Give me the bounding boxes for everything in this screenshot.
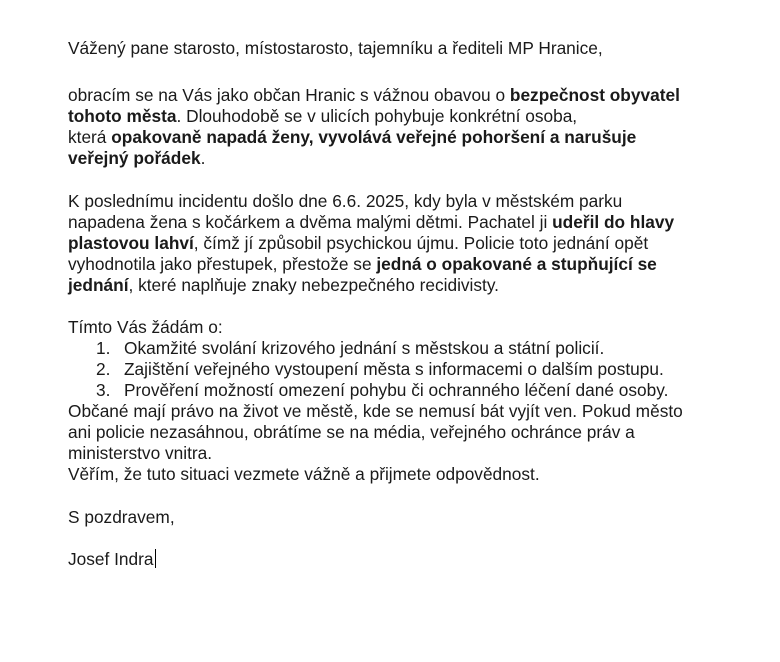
paragraph-2-text: , čímž jí způsobil psychickou újmu. Policie toto jednání opět	[193, 233, 649, 253]
paragraph-2-bold: udeřil do hlavy	[552, 212, 675, 232]
request-item-number: 1.	[96, 338, 111, 358]
signature-line	[68, 549, 156, 570]
paragraph-1-bold: opakovaně napadá ženy, vyvolává veřejné pohoršení a narušuje	[111, 127, 637, 147]
paragraph-2-line-4	[68, 254, 657, 275]
request-item-number: 2.	[96, 359, 111, 379]
paragraph-1-line-1	[68, 85, 680, 106]
paragraph-3-line-2: ani policie nezasáhnou, obrátíme se na média, veřejného ochránce práv a	[68, 422, 635, 442]
request-item	[96, 380, 668, 401]
paragraph-2-line-3	[68, 233, 648, 254]
paragraph-1-text: . Dlouhodobě se v ulicích pohybuje konkrétní osoba,	[176, 106, 578, 126]
text-cursor	[155, 549, 156, 568]
paragraph-1-bold: veřejný pořádek	[68, 148, 201, 168]
paragraph-2-bold: plastovou lahví	[68, 233, 194, 253]
request-item-text: Okamžité svolání krizového jednání s městskou a státní policií.	[124, 338, 605, 358]
signature: Josef Indra	[68, 549, 154, 569]
request-item-text: Prověření možností omezení pohybu či ochranného léčení dané osoby.	[124, 380, 669, 400]
paragraph-2-bold: jednání	[68, 275, 129, 295]
paragraph-1-line-4	[68, 148, 205, 169]
paragraph-1-text: která	[68, 127, 112, 147]
paragraph-2-line-5	[68, 275, 499, 296]
requests-intro: Tímto Vás žádám o:	[68, 317, 223, 337]
request-item-text: Zajištění veřejného vystoupení města s informacemi o dalším postupu.	[124, 359, 664, 379]
paragraph-1-line-3	[68, 127, 636, 148]
paragraph-2-line-2	[68, 212, 674, 233]
paragraph-1-line-2	[68, 106, 577, 127]
paragraph-2-text: , které naplňuje znaky nebezpečného recidivisty.	[128, 275, 499, 295]
request-item-number: 3.	[96, 380, 111, 400]
paragraph-2-bold: jedná o opakované a stupňující se	[376, 254, 657, 274]
salutation: Vážený pane starosto, místostarosto, tajemníku a řediteli MP Hranice,	[68, 38, 603, 58]
paragraph-2-text: vyhodnotila jako přestupek, přestože se	[68, 254, 377, 274]
request-item	[96, 338, 604, 359]
paragraph-3-line-3: ministerstvo vnitra.	[68, 443, 213, 463]
paragraph-1-bold: tohoto města	[68, 106, 177, 126]
paragraph-2-line-1: K poslednímu incidentu došlo dne 6.6. 2025, kdy byla v městském parku	[68, 191, 623, 211]
request-item	[96, 359, 664, 380]
paragraph-2-text: napadena žena s kočárkem a dvěma malými dětmi. Pachatel ji	[68, 212, 553, 232]
paragraph-3-line-4: Věřím, že tuto situaci vezmete vážně a přijmete odpovědnost.	[68, 464, 540, 484]
paragraph-3-line-1: Občané mají právo na život ve městě, kde se nemusí bát vyjít ven. Pokud město	[68, 401, 683, 421]
paragraph-1-bold: bezpečnost obyvatel	[509, 85, 680, 105]
paragraph-1-text: obracím se na Vás jako občan Hranic s vážnou obavou o	[68, 85, 510, 105]
paragraph-1-text: .	[200, 148, 206, 168]
closing: S pozdravem,	[68, 507, 175, 527]
